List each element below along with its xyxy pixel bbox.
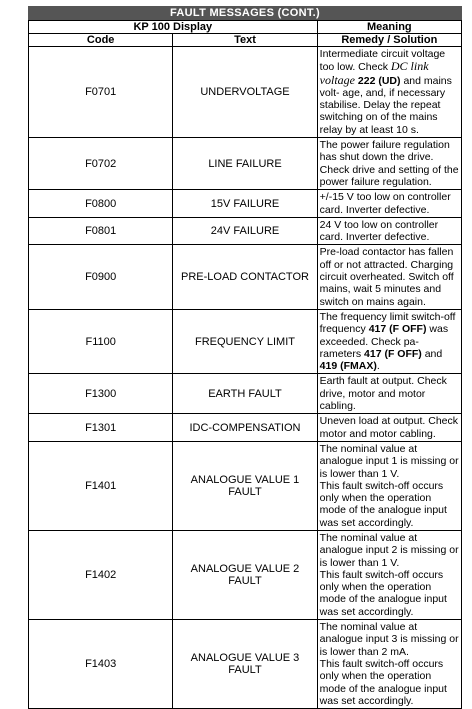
fault-code: F0800 <box>29 190 173 218</box>
fault-meaning: +/-15 V too low on controller card. Inverter defective. <box>317 190 461 218</box>
table-row <box>29 47 462 138</box>
table-row <box>29 530 462 619</box>
fault-code: F1403 <box>29 620 173 709</box>
meaning-part: The nominal value at analogue input 2 is missing or is lower than 1 V. <box>319 531 459 569</box>
header-row-bottom <box>29 34 462 47</box>
fault-text <box>173 441 317 530</box>
fault-text <box>173 620 317 709</box>
table-row <box>29 620 462 709</box>
fault-meaning: Earth fault at output. Check drive, motor and motor cabling. <box>317 374 461 414</box>
fault-text: LINE FAILURE <box>173 138 317 190</box>
fault-code: F0801 <box>29 217 173 245</box>
meaning-part: This fault switch-off occurs only when the operation mode of the analogue input was set accordingly. <box>319 657 447 707</box>
fault-text: FREQUENCY LIMIT <box>173 309 317 373</box>
meaning-part: The nominal value at analogue input 3 is missing or is lower than 2 mA. <box>319 621 459 658</box>
table-row <box>29 190 462 218</box>
fault-meaning <box>317 620 461 709</box>
text-header: Text <box>173 34 317 47</box>
table-row <box>29 245 462 309</box>
meaning-part: age, and, if necessary stabilise. Delay the repeat switching on of the mains relay by at least 10 s. <box>319 86 446 136</box>
fault-text-line: ANALOGUE VALUE 2 <box>190 563 300 576</box>
kp-display-header: KP 100 Display <box>29 21 318 34</box>
fault-messages-document <box>28 6 462 709</box>
fault-meaning <box>317 47 461 138</box>
fault-code: F1401 <box>29 441 173 530</box>
fault-text-line: FAULT <box>228 664 262 677</box>
meaning-part: was exceeded. Check pa- rameters <box>319 323 449 360</box>
table-row <box>29 217 462 245</box>
fault-meaning: 24 V too low on controller card. Inverter defective. <box>317 217 461 245</box>
parameter-ref: 419 (FMAX) <box>319 360 377 373</box>
fault-text <box>173 530 317 619</box>
fault-meaning <box>317 441 461 530</box>
meaning-part: Intermediate circuit voltage too low. Check <box>319 48 446 74</box>
fault-text-line: FAULT <box>228 485 262 498</box>
meaning-part: . <box>376 360 380 373</box>
parameter-ref: 417 (F OFF) <box>364 347 422 360</box>
fault-meaning <box>317 530 461 619</box>
fault-text: EARTH FAULT <box>173 374 317 414</box>
meaning-part: This fault switch-off occurs only when the operation mode of the analogue input was set accordingly. <box>319 479 447 529</box>
fault-text: PRE-LOAD CONTACTOR <box>173 245 317 309</box>
fault-text: IDC-COMPENSATION <box>173 414 317 442</box>
meaning-part: The frequency limit switch-off frequency <box>319 310 456 336</box>
fault-text-line: FAULT <box>228 575 262 588</box>
table-row <box>29 138 462 190</box>
fault-code: F1301 <box>29 414 173 442</box>
meaning-header: Meaning <box>317 21 461 34</box>
fault-text-line: ANALOGUE VALUE 1 <box>190 473 300 486</box>
fault-code: F1100 <box>29 309 173 373</box>
remedy-header: Remedy / Solution <box>317 34 461 47</box>
fault-code: F0702 <box>29 138 173 190</box>
fault-meaning <box>317 309 461 373</box>
table-row <box>29 441 462 530</box>
fault-code: F0701 <box>29 47 173 138</box>
dc-link-voltage-term: DC link voltage <box>319 59 429 87</box>
meaning-part: This fault switch-off occurs only when the operation mode of the analogue input was set accordingly. <box>319 568 447 618</box>
fault-text: UNDERVOLTAGE <box>173 47 317 138</box>
meaning-part: and mains volt- <box>319 74 452 99</box>
fault-code: F1300 <box>29 374 173 414</box>
table-row <box>29 374 462 414</box>
fault-code: F1402 <box>29 530 173 619</box>
fault-meaning: Pre-load contactor has fallen off or not attracted. Charging circuit overheated. Switch off mains, wait 5 minutes and switch on mains again. <box>317 245 461 309</box>
parameter-ref: 417 (F OFF) <box>368 323 427 336</box>
fault-text-line: ANALOGUE VALUE 3 <box>190 652 300 665</box>
fault-table <box>28 20 462 709</box>
section-banner: FAULT MESSAGES (CONT.) <box>28 6 462 20</box>
fault-text: 24V FAILURE <box>173 217 317 245</box>
code-header: Code <box>29 34 173 47</box>
table-row <box>29 414 462 442</box>
table-row <box>29 309 462 373</box>
fault-meaning: The power failure regulation has shut down the drive. Check drive and setting of the power failure regulation. <box>317 138 461 190</box>
meaning-part: The nominal value at analogue input 1 is missing or is lower than 1 V. <box>319 442 459 480</box>
header-row-top <box>29 21 462 34</box>
fault-text: 15V FAILURE <box>173 190 317 218</box>
fault-meaning: Uneven load at output. Check motor and motor cabling. <box>317 414 461 442</box>
parameter-ref: 222 (UD) <box>357 74 401 87</box>
meaning-part: and <box>424 347 443 360</box>
fault-code: F0900 <box>29 245 173 309</box>
